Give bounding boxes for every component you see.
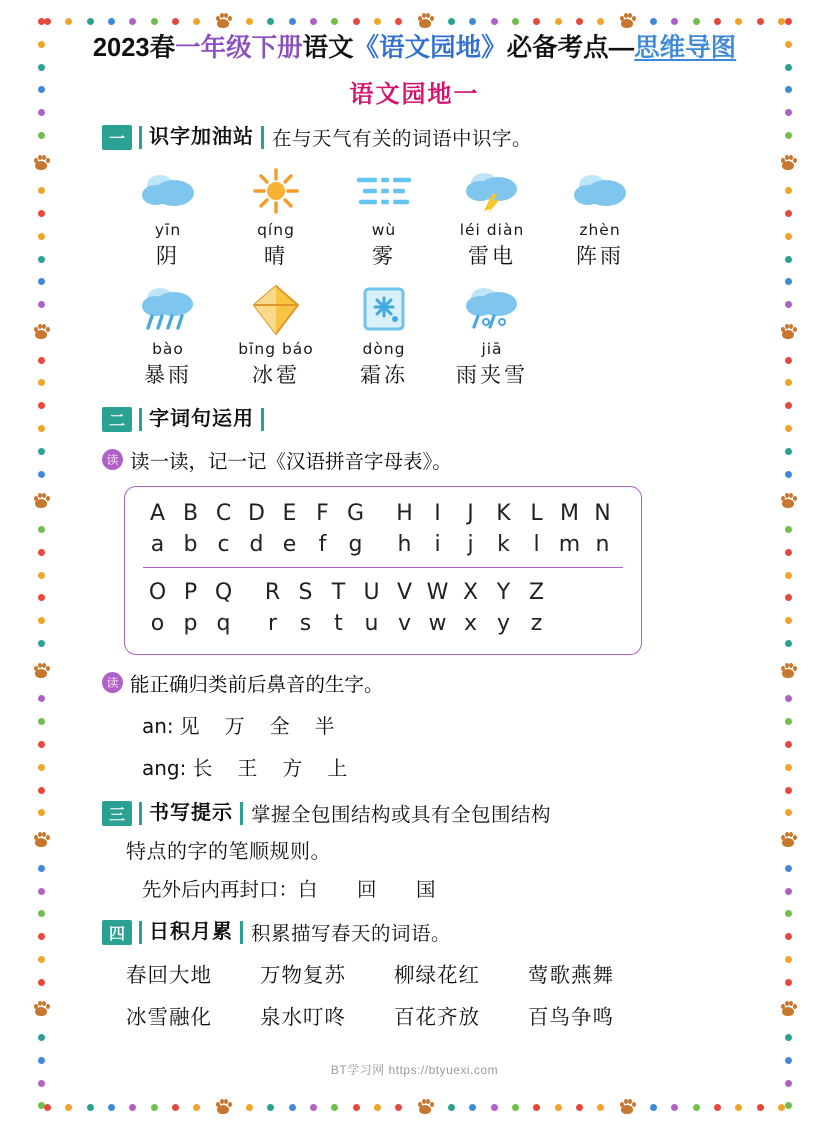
weather-word [222, 165, 330, 270]
dot-decoration [785, 933, 792, 940]
dot-decoration [785, 888, 792, 895]
alphabet-letter: M [560, 501, 579, 526]
section-1-heading [62, 123, 767, 151]
title-part-6: 思维导图 [634, 34, 737, 62]
spring-phrase: 万物复苏 [260, 965, 346, 987]
paw-icon [33, 493, 50, 510]
alphabet-letter: p [183, 611, 198, 636]
alphabet-letter: X [462, 580, 479, 605]
dot-decoration [785, 764, 792, 771]
alphabet-letter: s [299, 611, 312, 636]
dot-decoration [785, 718, 792, 725]
alphabet-letter: t [334, 611, 343, 636]
title-part-4: 《语文园地》 [353, 34, 507, 62]
dot-decoration [38, 357, 45, 364]
paw-icon [780, 663, 797, 680]
dot-decoration [38, 888, 45, 895]
dot-decoration [38, 549, 45, 556]
weather-hanzi: 雷电 [468, 244, 516, 268]
dot-decoration [785, 549, 792, 556]
section-4-number: 四 [102, 920, 132, 945]
dot-decoration [38, 865, 45, 872]
alphabet-letter: E [282, 501, 297, 526]
dot-decoration [785, 187, 792, 194]
dot-decoration [38, 1080, 45, 1087]
weather-pinyin: zhèn [579, 221, 621, 239]
weather-pinyin: bīng báo [238, 340, 314, 358]
alphabet-letter: F [316, 501, 329, 526]
ang-group [62, 752, 767, 781]
sun-icon [222, 165, 330, 217]
sleet-icon [438, 284, 546, 336]
dot-decoration [785, 41, 792, 48]
section-1-number: 一 [102, 125, 132, 150]
dot-decoration [785, 865, 792, 872]
alphabet-letter: H [396, 501, 413, 526]
section-3-example [62, 874, 767, 902]
weather-word [114, 284, 222, 389]
dot-decoration [38, 809, 45, 816]
alphabet-row-upper-1 [141, 501, 625, 526]
dot-decoration [785, 64, 792, 71]
weather-word [222, 284, 330, 389]
alphabet-letter: T [331, 580, 346, 605]
section-1-label: 识字加油站 [139, 126, 264, 149]
dot-decoration [785, 741, 792, 748]
dot-decoration [38, 278, 45, 285]
subtitle: 语文园地一 [349, 82, 480, 108]
alphabet-letter: A [149, 501, 166, 526]
dot-decoration [785, 256, 792, 263]
dot-decoration [785, 617, 792, 624]
dot-decoration [38, 187, 45, 194]
ang-chars: 长 王 方 上 [192, 758, 358, 780]
spring-phrase: 泉水叮咚 [260, 1007, 346, 1029]
section-3-example-chars: 白 回 国 [298, 879, 446, 901]
section-2-label: 字词句运用 [139, 408, 264, 431]
dot-decoration [785, 132, 792, 139]
weather-hanzi: 暴雨 [144, 363, 192, 387]
alphabet-letter: q [216, 611, 231, 636]
dot-decoration [785, 594, 792, 601]
weather-hanzi: 冰雹 [252, 363, 300, 387]
dot-decoration [38, 526, 45, 533]
dot-decoration [785, 526, 792, 533]
section-3-heading [62, 799, 767, 827]
paw-icon [780, 1001, 797, 1018]
dot-decoration [38, 1034, 45, 1041]
weather-hanzi: 阴 [156, 244, 180, 268]
dot-decoration [785, 910, 792, 917]
alphabet-letter: b [183, 532, 198, 557]
weather-pinyin: bào [152, 340, 184, 358]
dot-decoration [785, 787, 792, 794]
alphabet-letter: R [264, 580, 281, 605]
paw-icon [780, 324, 797, 341]
weather-hanzi: 雾 [372, 244, 396, 268]
dot-decoration [785, 278, 792, 285]
dot-decoration [785, 379, 792, 386]
alphabet-gap [372, 532, 388, 557]
fog-icon [330, 165, 438, 217]
ang-label: ang: [142, 756, 187, 780]
weather-words-row-1 [62, 165, 767, 270]
alphabet-letter: i [434, 532, 441, 557]
bullet-marker-icon-2: 读 [102, 672, 123, 693]
weather-word [438, 284, 546, 389]
dot-decoration [38, 402, 45, 409]
alphabet-letter: K [496, 501, 511, 526]
dot-decoration [38, 572, 45, 579]
section-1-desc: 在与天气有关的词语中识字。 [272, 128, 533, 150]
paw-icon [33, 1001, 50, 1018]
alphabet-letter: o [150, 611, 165, 636]
dot-decoration [785, 1057, 792, 1064]
section-4-desc: 积累描写春天的词语。 [251, 923, 452, 945]
weather-word [546, 165, 654, 270]
weather-hanzi: 雨夹雪 [456, 363, 528, 387]
alphabet-letter: h [397, 532, 412, 557]
weather-pinyin: dòng [362, 340, 406, 358]
alphabet-letter: l [533, 532, 540, 557]
section-3-desc: 掌握全包围结构或具有全包围结构 [251, 804, 552, 826]
spring-phrase: 冰雪融化 [126, 1007, 212, 1029]
bullet-marker-icon: 读 [102, 449, 123, 470]
alphabet-letter: U [363, 580, 380, 605]
dot-decoration [785, 109, 792, 116]
weather-pinyin: léi diàn [459, 221, 525, 239]
section-2-number: 二 [102, 407, 132, 432]
spring-phrases-row-2 [62, 1000, 767, 1030]
frost-icon [330, 284, 438, 336]
cloud-icon [114, 165, 222, 217]
shower-cloud-icon [546, 165, 654, 217]
watermark: BT学习网 https://btyuexi.com [330, 1063, 499, 1077]
dot-decoration [38, 764, 45, 771]
dot-decoration [785, 695, 792, 702]
paw-icon [33, 324, 50, 341]
dot-decoration [785, 572, 792, 579]
dot-decoration [38, 86, 45, 93]
alphabet-letter: z [530, 611, 543, 636]
alphabet-letter: P [183, 580, 198, 605]
alphabet-letter: g [348, 532, 363, 557]
dot-decoration [38, 132, 45, 139]
weather-hanzi: 阵雨 [576, 244, 624, 268]
alphabet-letter: c [217, 532, 230, 557]
alphabet-letter: I [434, 501, 441, 526]
dot-decoration [785, 18, 792, 25]
dot-decoration [785, 979, 792, 986]
spring-phrase: 春回大地 [126, 965, 212, 987]
page-title [62, 28, 767, 64]
dot-decoration [38, 718, 45, 725]
dot-decoration [38, 956, 45, 963]
dot-decoration [785, 1102, 792, 1109]
title-part-1: 2023春 [92, 34, 176, 62]
dot-decoration [38, 301, 45, 308]
paw-icon [780, 832, 797, 849]
alphabet-letter: W [426, 580, 449, 605]
alphabet-letter: J [467, 501, 474, 526]
section-3-example-label: 先外后内再封口： [142, 879, 299, 901]
dot-decoration [38, 109, 45, 116]
section-2-item-1 [62, 446, 767, 474]
dot-decoration [38, 787, 45, 794]
worksheet-page [62, 22, 767, 1106]
alphabet-letter: B [182, 501, 199, 526]
dot-decoration [38, 741, 45, 748]
alphabet-row-upper-2 [141, 580, 625, 605]
dot-decoration [785, 233, 792, 240]
dot-decoration [38, 617, 45, 624]
title-part-2: 一年级下册 [175, 34, 303, 62]
alphabet-letter: w [428, 611, 447, 636]
heavy-rain-icon [114, 284, 222, 336]
dot-decoration [38, 41, 45, 48]
alphabet-letter: v [397, 611, 412, 636]
spring-phrase: 柳绿花红 [394, 965, 480, 987]
title-part-3: 语文 [302, 34, 354, 62]
alphabet-letter: y [496, 611, 511, 636]
dot-decoration [38, 471, 45, 478]
alphabet-letter: r [267, 611, 278, 636]
section-3-label: 书写提示 [139, 802, 243, 825]
hail-icon [222, 284, 330, 336]
alphabet-row-lower-1 [141, 532, 625, 557]
dot-decoration [38, 379, 45, 386]
an-group [62, 710, 767, 739]
weather-pinyin: yīn [154, 221, 182, 239]
alphabet-letter: e [282, 532, 297, 557]
alphabet-letter: G [346, 501, 365, 526]
alphabet-letter: k [497, 532, 510, 557]
dot-decoration [38, 256, 45, 263]
thunderstorm-icon [438, 165, 546, 217]
dot-decoration [785, 86, 792, 93]
alphabet-row-lower-2 [141, 611, 625, 636]
weather-word [330, 284, 438, 389]
alphabet-letter: f [318, 532, 327, 557]
paw-icon [780, 155, 797, 172]
dot-decoration [785, 448, 792, 455]
spring-phrases-row-1 [62, 958, 767, 988]
dot-decoration [38, 64, 45, 71]
section-2-heading [62, 407, 767, 432]
dot-decoration [38, 695, 45, 702]
border-right [777, 18, 799, 1110]
weather-pinyin: wù [371, 221, 397, 239]
paw-icon [33, 155, 50, 172]
alphabet-gap [372, 501, 388, 526]
dot-decoration [785, 1080, 792, 1087]
dot-decoration [785, 471, 792, 478]
section-4-heading [62, 918, 767, 946]
dot-decoration [38, 933, 45, 940]
dot-decoration [785, 809, 792, 816]
dot-decoration [38, 640, 45, 647]
section-3-number: 三 [102, 801, 132, 826]
alphabet-letter: Q [214, 580, 233, 605]
dot-decoration [778, 18, 785, 25]
an-chars: 见 万 全 半 [179, 716, 345, 738]
alphabet-divider [143, 567, 623, 568]
weather-pinyin: qíng [257, 221, 295, 239]
spring-phrase: 莺歌燕舞 [528, 965, 614, 987]
paw-icon [33, 663, 50, 680]
dot-decoration [785, 210, 792, 217]
dot-decoration [785, 357, 792, 364]
border-left [30, 18, 52, 1110]
alphabet-letter: u [364, 611, 379, 636]
an-label: an: [142, 714, 174, 738]
dot-decoration [785, 956, 792, 963]
dot-decoration [38, 425, 45, 432]
weather-word [438, 165, 546, 270]
alphabet-gap [240, 580, 256, 605]
alphabet-letter: D [248, 501, 265, 526]
weather-words-row-2 [62, 284, 767, 389]
dot-decoration [38, 233, 45, 240]
spring-phrase: 百花齐放 [394, 1007, 480, 1029]
alphabet-letter: m [558, 532, 581, 557]
dot-decoration [785, 425, 792, 432]
paw-icon [33, 832, 50, 849]
section-2-item-1-text: 读一读，记一记《汉语拼音字母表》。 [130, 451, 452, 473]
alphabet-letter: j [467, 532, 474, 557]
dot-decoration [38, 594, 45, 601]
section-2-item-2 [62, 669, 767, 697]
alphabet-letter: n [595, 532, 610, 557]
dot-decoration [38, 979, 45, 986]
alphabet-letter: L [530, 501, 543, 526]
alphabet-letter: V [396, 580, 413, 605]
alphabet-table [124, 486, 642, 655]
dot-decoration [785, 402, 792, 409]
weather-word [330, 165, 438, 270]
alphabet-letter: Y [496, 580, 511, 605]
dot-decoration [785, 640, 792, 647]
weather-pinyin: jiā [481, 340, 503, 358]
dot-decoration [44, 1104, 51, 1111]
alphabet-letter: Z [528, 580, 545, 605]
weather-word [114, 165, 222, 270]
dot-decoration [785, 1034, 792, 1041]
section-2-item-2-text: 能正确归类前后鼻音的生字。 [130, 674, 384, 696]
dot-decoration [785, 301, 792, 308]
dot-decoration [38, 1057, 45, 1064]
dot-decoration [38, 910, 45, 917]
alphabet-letter: O [148, 580, 167, 605]
title-part-5: 必备考点— [506, 34, 635, 62]
weather-hanzi: 晴 [264, 244, 288, 268]
alphabet-letter: a [150, 532, 165, 557]
spring-phrase: 百鸟争鸣 [528, 1007, 614, 1029]
paw-icon [780, 493, 797, 510]
dot-decoration [778, 1104, 785, 1111]
alphabet-letter: S [298, 580, 313, 605]
alphabet-letter: d [249, 532, 264, 557]
alphabet-gap [240, 611, 256, 636]
section-4-label: 日积月累 [139, 921, 243, 944]
alphabet-letter: C [215, 501, 232, 526]
alphabet-letter: x [463, 611, 478, 636]
dot-decoration [38, 210, 45, 217]
dot-decoration [38, 448, 45, 455]
alphabet-letter: N [594, 501, 611, 526]
dot-decoration [44, 18, 51, 25]
section-3-desc-line-2: 特点的字的笔顺规则。 [126, 841, 331, 863]
weather-hanzi: 霜冻 [360, 363, 408, 387]
